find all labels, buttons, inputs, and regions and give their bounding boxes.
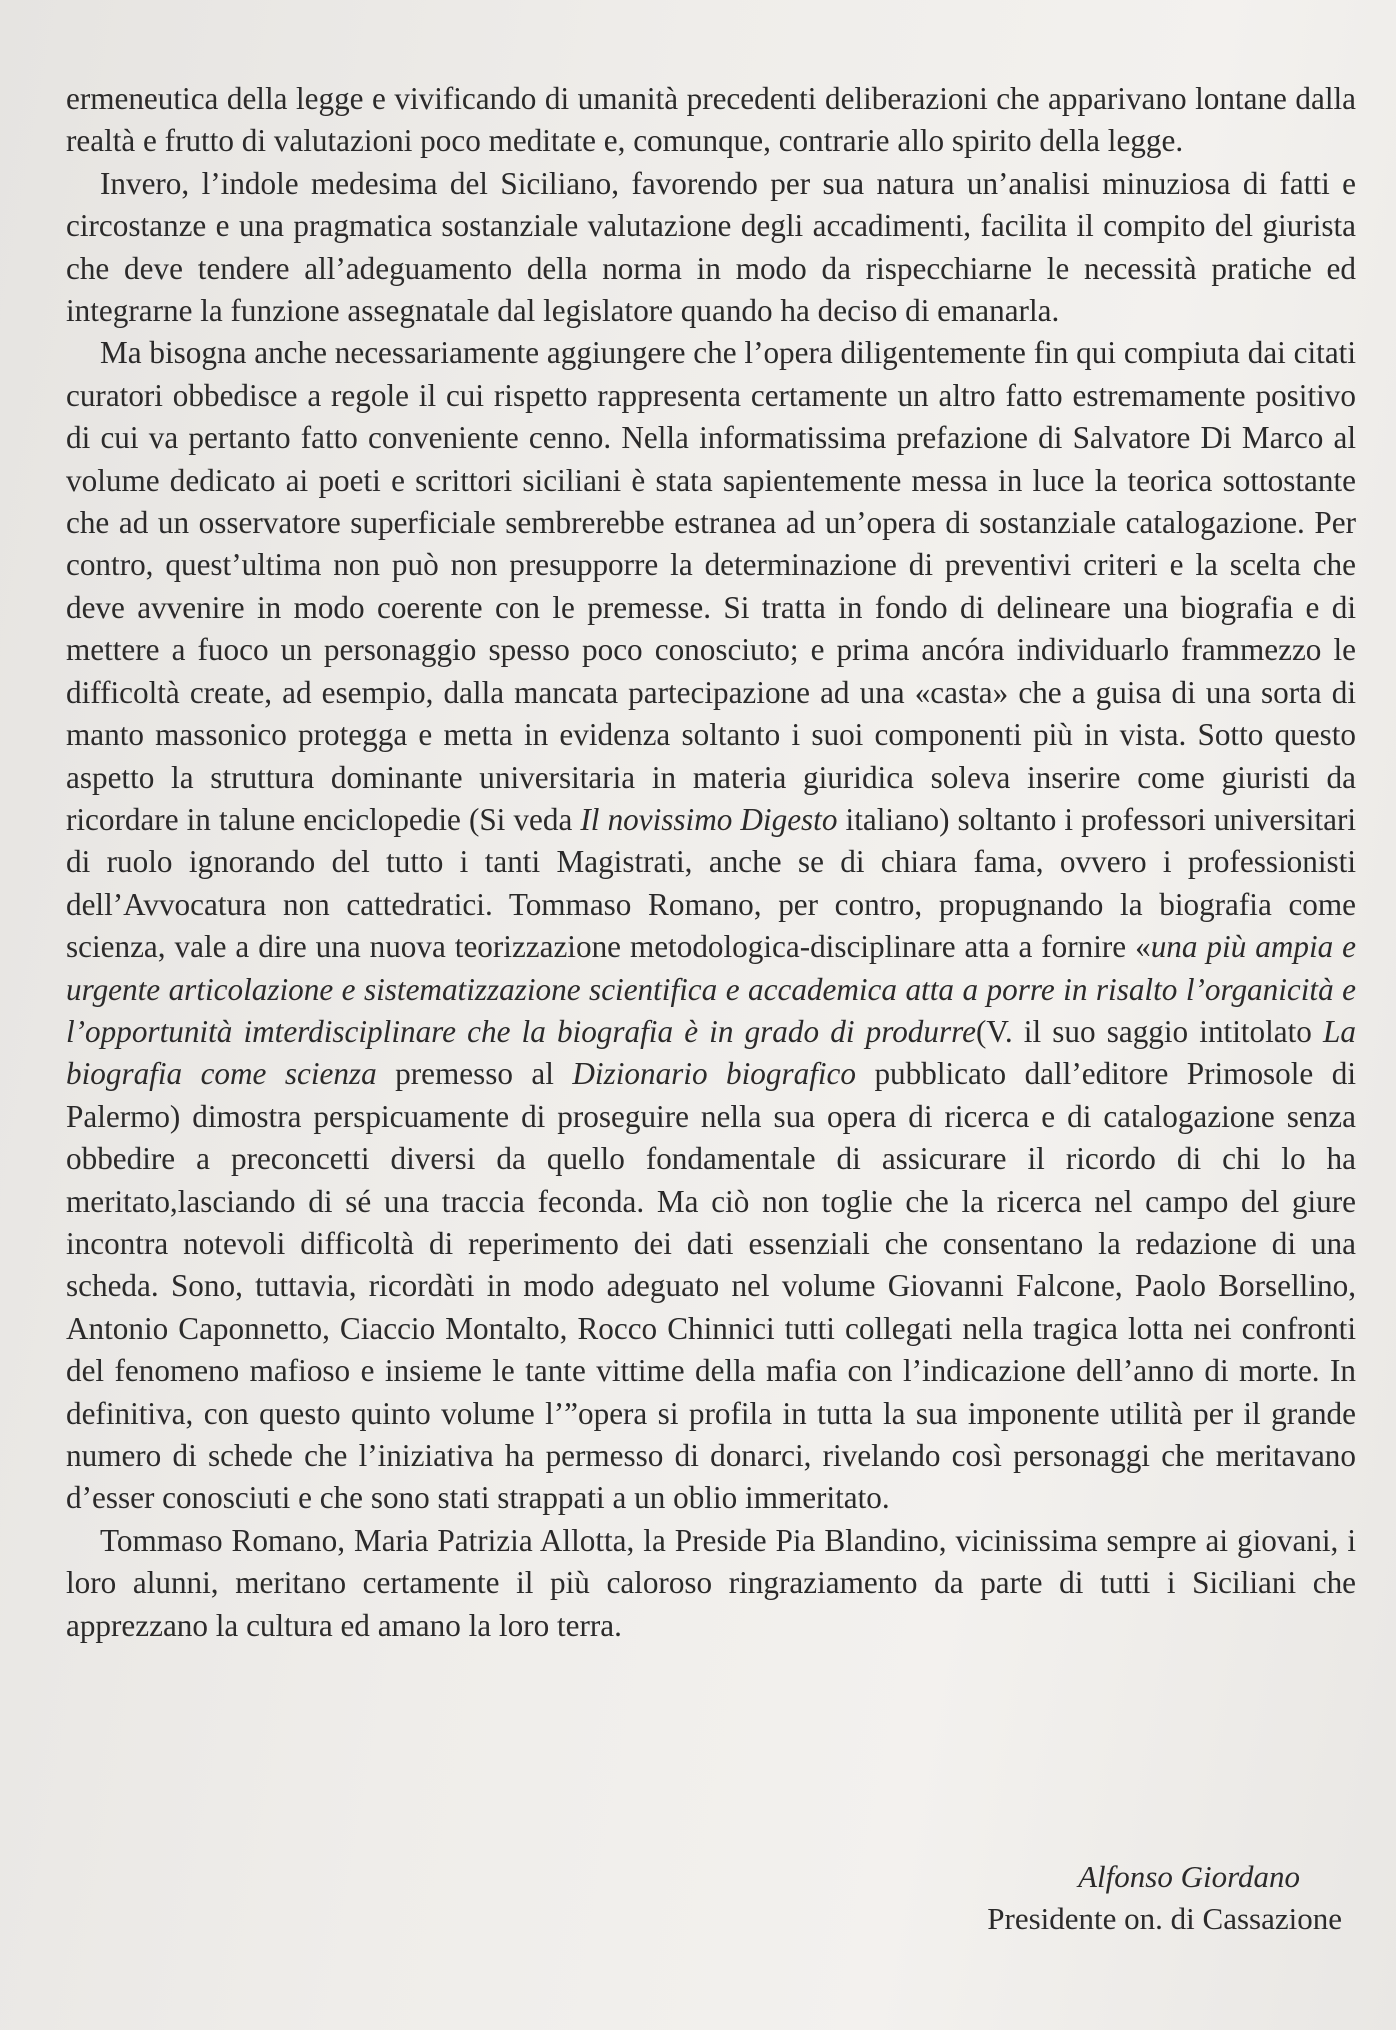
paragraph-continuation: ermeneutica della legge e vivificando di umanità precedenti deliberazioni che apparivano lontane dalla realtà e frutto di valutazioni poco meditate e, comunque, contrarie allo spirito della legge. bbox=[66, 81, 1356, 159]
paragraph-sicilian-nature: Invero, l’indole medesima del Siciliano, favorendo per sua natura un’analisi minuziosa di fatti e circostanze e una pragmatica sostanziale valutazione degli accadimenti, facilita il compito del giurista che deve tendere all’adeguamento della norma in modo da rispecchiarne le necessità pratiche ed integrarne la funzione assegnatale dal legislatore quando ha deciso di emanarla. bbox=[66, 165, 1356, 329]
paragraph-acknowledgements: Tommaso Romano, Maria Patrizia Allotta, la Preside Pia Blandino, vicinissima sempre ai giovani, i loro alunni, meritano certamente il più caloroso ringraziamento da parte di tutti i Siciliani che apprezzano la cultura ed amano la loro terra. bbox=[66, 1522, 1356, 1643]
work-title-biografia-come-scienza: La biografia come scienza bbox=[66, 1013, 1356, 1092]
signature-name: Alfonso Giordano bbox=[1078, 1859, 1300, 1894]
paragraph-text-segment: pubblicato dall’editore Primosole di Palermo) dimostra perspicuamente di proseguire nella sua opera di ricerca e di catalogazione senza obbedire a preconcetti diversi da quello fondamentale di assicurare il ricordo di chi lo ha meritato,lasciando di sé una traccia feconda. Ma ciò non toglie che la ricerca nel campo del giure incontra notevoli difficoltà di reperimento dei dati essenziali che consentano la redazione di una scheda. Sono, tuttavia, ricordàti in modo adeguato nel volume Giovanni Falcone, Paolo Borsellino, Antonio Caponnetto, Ciaccio Montalto, Rocco Chinnici tutti collegati nella tragica lotta nei confronti del fenomeno mafioso e insieme le tante vittime della mafia con l’indicazione dell’anno di morte. In definitiva, con questo quinto volume l’”opera si profila in tutta la sua imponente utilità per il grande numero di schede che l’iniziativa ha permesso di donarci, rivelando così personaggi che meritavano d’esser conosciuti e che sono stati strappati a un oblio immeritato. bbox=[66, 1056, 1357, 1516]
signature-title: Presidente on. di Cassazione bbox=[987, 1901, 1342, 1936]
paragraph-text-segment: premesso al bbox=[376, 1056, 573, 1092]
paragraph-text-segment: Ma bisogna anche necessariamente aggiungere che l’opera diligentemente fin qui compiuta dai citati curatori obbedisce a regole il cui rispetto rappresenta certamente un altro fatto estremamente positivo di cui va pertanto fatto conveniente cenno. Nella informatissima prefazione di Salvatore Di Marco al volume dedicato ai poeti e scrittori siciliani è stata sapientemente messa in luce la teorica sottostante che ad un osservatore superficiale sembrerebbe estranea ad un’opera di sostanziale catalogazione. Per contro, quest’ultima non può non presupporre la determinazione di preventivi criteri e la scelta che deve avvenire in modo coerente con le premesse. Si tratta in fondo di delineare una biografia e di mettere a fuoco un personaggio spesso poco conosciuto; e prima ancóra individuarlo frammezzo le difficoltà create, ad esempio, dalla mancata partecipazione ad una «casta» che a guisa di una sorta di manto massonico protegga e metta in evidenza soltanto i suoi componenti più in vista. Sotto questo aspetto la struttura dominante universitaria in materia giuridica soleva inserire come giuristi da ricordare in talune enciclopedie (Si veda bbox=[66, 335, 1356, 837]
work-title-dizionario-biografico: Dizionario biografico bbox=[572, 1056, 856, 1092]
quoted-passage: una più ampia e urgente articolazione e sistematizzazione scientifica e accademica atta a porre in risalto l’organicità e l’opportunità imterdisciplinare che la biografia è in grado di produrre bbox=[66, 929, 1357, 1049]
paragraph-text-segment: italiano) soltanto i professori universitari di ruolo ignorando del tutto i tanti Magistrati, anche se di chiara fama, ovvero i professionisti dell’Avvocatura non cattedratici. Tommaso Romano, per contro, propugnando la biografia come scienza, vale a dire una nuova teorizzazione metodologica-disciplinare atta a fornire « bbox=[66, 801, 1356, 965]
body-text bbox=[66, 78, 1356, 1647]
paragraph-text-segment: (V. il suo saggio intitolato bbox=[975, 1013, 1324, 1049]
work-title-novissimo-digesto: Il novissimo Digesto bbox=[580, 801, 838, 837]
paragraph-curators-work bbox=[66, 332, 1356, 1519]
signature-block bbox=[987, 1856, 1342, 1940]
